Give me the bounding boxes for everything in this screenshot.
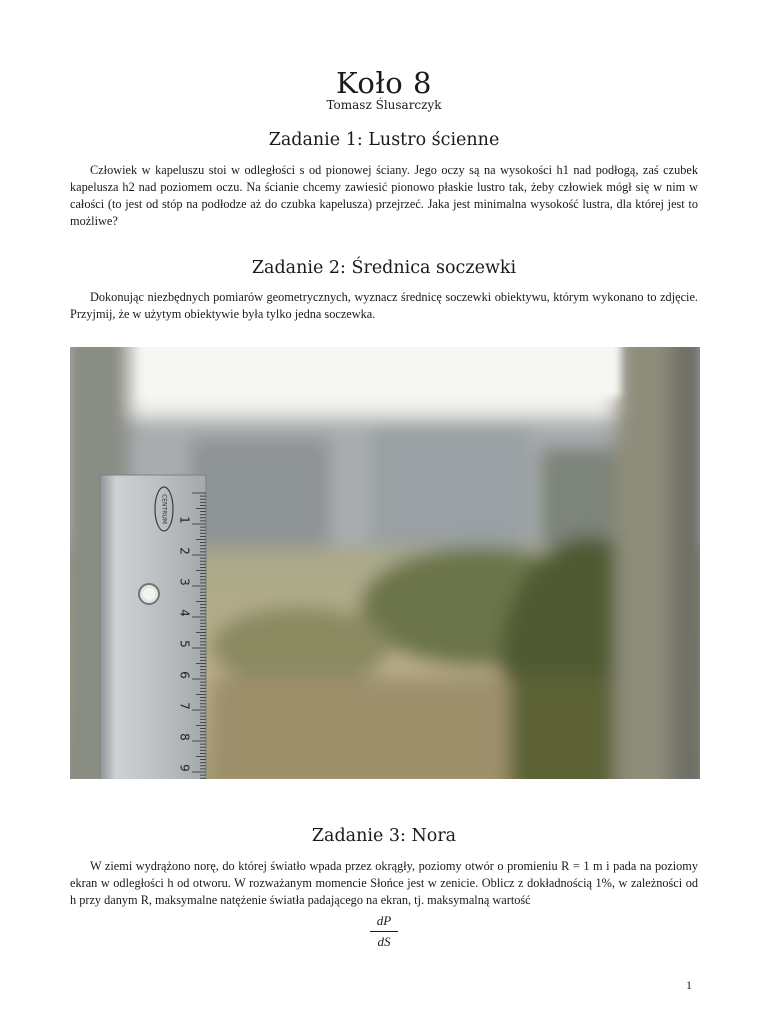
ruler-number: 8 [177, 733, 192, 741]
ruler [100, 475, 206, 779]
lens-photo [70, 347, 700, 779]
ruler-number: 9 [177, 764, 192, 772]
page-number: 1 [686, 978, 692, 992]
document-title: Koło 8 [336, 66, 432, 100]
task1-text: Człowiek w kapeluszu stoi w odległości s od pionowej ściany. Jego oczy są na wysokości h1 nad podłogą, zaś czubek kapelusza h2 nad poziomem oczu. Na ścianie chcemy zawiesić pionowo płaskie lustro tak, żeby człowiek mógł się w nim w całości (to jest od stóp na podłodze aż do czubka kapelusza) przejrzeć. Jaka jest minimalna wysokość lustra, dla której jest to możliwe? [70, 163, 698, 228]
ruler-number: 1 [177, 516, 192, 524]
formula-denominator: dS [377, 934, 391, 949]
task2-text: Dokonując niezbędnych pomiarów geometrycznych, wyznacz średnicę soczewki obiektywu, którym wykonano to zdjęcie. Przyjmij, że w użytym obiektywie była tylko jedna soczewka. [70, 290, 698, 321]
ruler-number: 3 [177, 578, 192, 586]
ruler-brand: CENTRUM [160, 494, 168, 524]
formula-numerator: dP [376, 913, 392, 928]
formula-dP-dS [370, 913, 398, 950]
ruler-number: 6 [177, 671, 192, 679]
task1-heading: Zadanie 1: Lustro ścienne [268, 130, 500, 150]
task2-heading: Zadanie 2: Średnica soczewki [251, 258, 517, 278]
ruler-number: 5 [177, 640, 192, 648]
ruler-number: 2 [177, 547, 192, 555]
ruler-number: 7 [177, 702, 192, 710]
ruler-number: 4 [177, 609, 192, 617]
task3-text: W ziemi wydrążono norę, do której światło wpada przez okrągły, poziomy otwór o promieniu R = 1 m i pada na poziomy ekran w odległości h od otworu. W rozważanym momencie Słońce jest w zenicie. Oblicz z dokładnością 1%, w zależności od h przy danym R, maksymalne natężenie światła padającego na ekran, tj. maksymalną wartość [70, 859, 698, 907]
task3-heading: Zadanie 3: Nora [311, 826, 457, 846]
document-author: Tomasz Ślusarczyk [326, 98, 442, 112]
